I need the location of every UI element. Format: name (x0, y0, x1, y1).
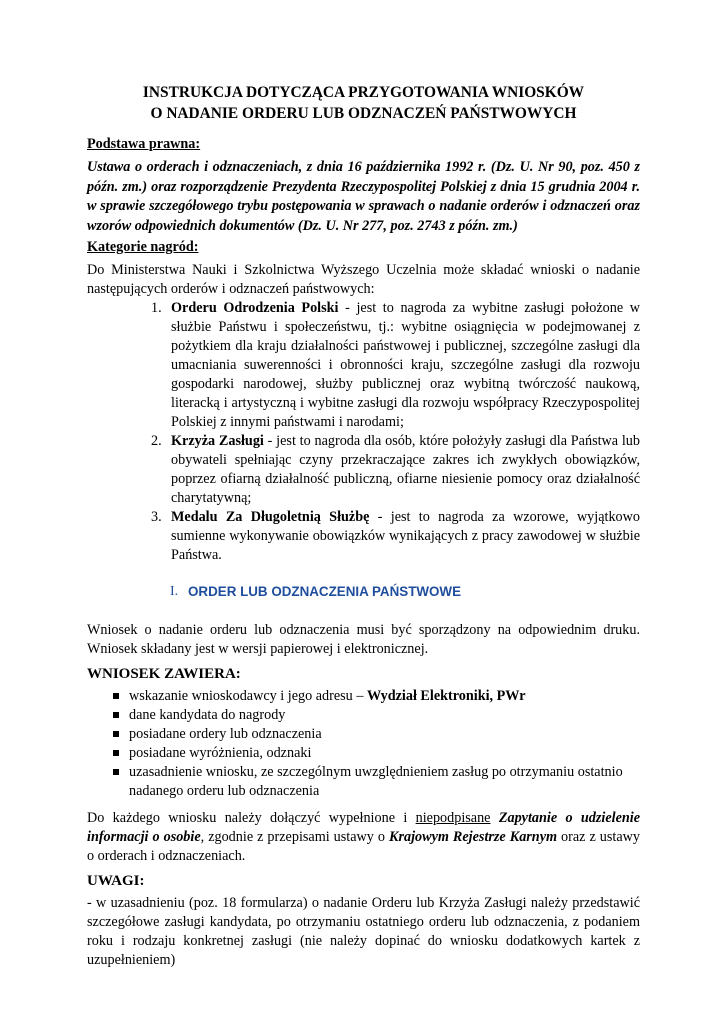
award-name: Medalu Za Długoletnią Służbę (171, 509, 370, 525)
list-item (129, 725, 640, 744)
legal-basis-text: Ustawa o orderach i odznaczeniach, z dnia 16 października 1992 r. (Dz. U. Nr 90, poz. 450 z późn. zm.) oraz rozporządzenie Prezydenta Rzeczypospolitej Polskiej z dnia 15 grudnia 2004 r. w sprawie szczegółowego trybu postępowania w sprawach o nadanie orderów i odznaczeń oraz wzorów odpowiednich dokumentów (Dz. U. Nr 277, poz. 2743 z późn. zm.) (87, 159, 640, 234)
square-bullet-icon (113, 712, 119, 718)
list-item (129, 763, 640, 801)
title-line-2: O NADANIE ORDERU LUB ODZNACZEŃ PAŃSTWOWYCH (150, 105, 577, 122)
section-title: ORDER LUB ODZNACZENIA PAŃSTWOWE (188, 584, 462, 599)
applicant-name: Wydział Elektroniki, PWr (366, 688, 526, 704)
award-item (151, 299, 640, 432)
attachment-space (490, 810, 498, 826)
list-item-text: wskazanie wnioskodawcy i jego adresu – (129, 688, 367, 704)
award-number: 3. (151, 509, 162, 525)
legal-basis-heading: Podstawa prawna: (87, 136, 201, 152)
attachment-text: , zgodnie z przepisami ustawy o (200, 829, 389, 845)
list-item-text: posiadane ordery lub odznaczenia (129, 726, 322, 742)
document-page (87, 82, 640, 970)
award-item (151, 432, 640, 508)
award-name: Orderu Odrodzenia Polski (171, 300, 339, 316)
section-heading (87, 582, 640, 601)
attachment-registry-name: Krajowym Rejestrze Karnym (389, 829, 558, 845)
list-item-text: uzasadnienie wniosku, ze szczególnym uwzględnieniem zasług po otrzymaniu ostatnio nadanego orderu lub odznaczenia (129, 764, 623, 799)
award-description: - jest to nagroda za wzorowe, wyjątkowo sumienne wykonywanie obowiązków wynikających z pracy zawodowej w służbie Państwa. (171, 509, 640, 563)
section-intro: Wniosek o nadanie orderu lub odznaczenia musi być sporządzony na odpowiednim druku. Wniosek składany jest w wersji papierowej i elektronicznej. (87, 622, 640, 657)
section-number: I. (170, 584, 179, 599)
list-item (129, 687, 640, 706)
square-bullet-icon (113, 769, 119, 775)
attachment-form-name: Zapytanie o udzielenie informacji o osobie (87, 810, 641, 845)
awards-list (87, 299, 640, 565)
application-list (87, 687, 640, 801)
categories-heading: Kategorie nagród: (87, 239, 199, 255)
award-number: 2. (151, 433, 162, 449)
square-bullet-icon (113, 693, 119, 699)
attachment-paragraph (87, 809, 640, 866)
list-item (129, 744, 640, 763)
award-number: 1. (151, 300, 162, 316)
title-line-1: INSTRUKCJA DOTYCZĄCA PRZYGOTOWANIA WNIOSKÓW (142, 84, 585, 101)
square-bullet-icon (113, 731, 119, 737)
notes-text: - w uzasadnieniu (poz. 18 formularza) o nadanie Orderu lub Krzyża Zasługi należy przedstawić szczegółowe zasługi kandydata, po otrzymaniu ostatniego orderu lub odznaczenia, z podaniem roku i rodzaju konkretnej zasługi (nie należy dopinać do wniosku dodatkowych kartek z uzupełnieniem) (87, 895, 640, 968)
award-description: - jest to nagroda za wybitne zasługi położone w służbie Państwu i społeczeństwu, tj.: wybitne osiągnięcia w podejmowanej z pożytkiem dla kraju działalności państwowej i publicznej, szczególne zasługi dla umacniania suwerenności i obronności kraju, szczególne zasługi dla rozwoju gospodarki narodowej, służby publicznej oraz wybitną twórczość naukową, literacką i artystyczną i wybitne zasługi dla rozwoju współpracy Rzeczypospolitej Polskiej z innymi państwami i narodami; (171, 300, 640, 430)
attachment-text: oraz z ustawy o orderach i odznaczeniach. (87, 829, 640, 864)
document-title (87, 82, 640, 124)
attachment-underlined: niepodpisane (415, 810, 491, 826)
application-heading: WNIOSEK ZAWIERA: (87, 666, 241, 682)
notes-heading: UWAGI: (87, 873, 145, 889)
list-item (129, 706, 640, 725)
attachment-text: Do każdego wniosku należy dołączyć wypełnione i (87, 810, 416, 826)
award-name: Krzyża Zasługi (171, 433, 264, 449)
list-item-text: posiadane wyróżnienia, odznaki (129, 745, 312, 761)
award-item (151, 508, 640, 565)
list-item-text: dane kandydata do nagrody (129, 707, 286, 723)
square-bullet-icon (113, 750, 119, 756)
award-description: - jest to nagroda dla osób, które położyły zasługi dla Państwa lub obywateli spełniając czyny przekraczające zakres ich zwykłych obowiązków, poprzez ofiarną działalność publiczną, ofiarne niesienie pomocy oraz działalność charytatywną; (171, 433, 640, 506)
categories-intro: Do Ministerstwa Nauki i Szkolnictwa Wyższego Uczelnia może składać wnioski o nadanie następujących orderów i odznaczeń państwowych: (87, 262, 640, 297)
